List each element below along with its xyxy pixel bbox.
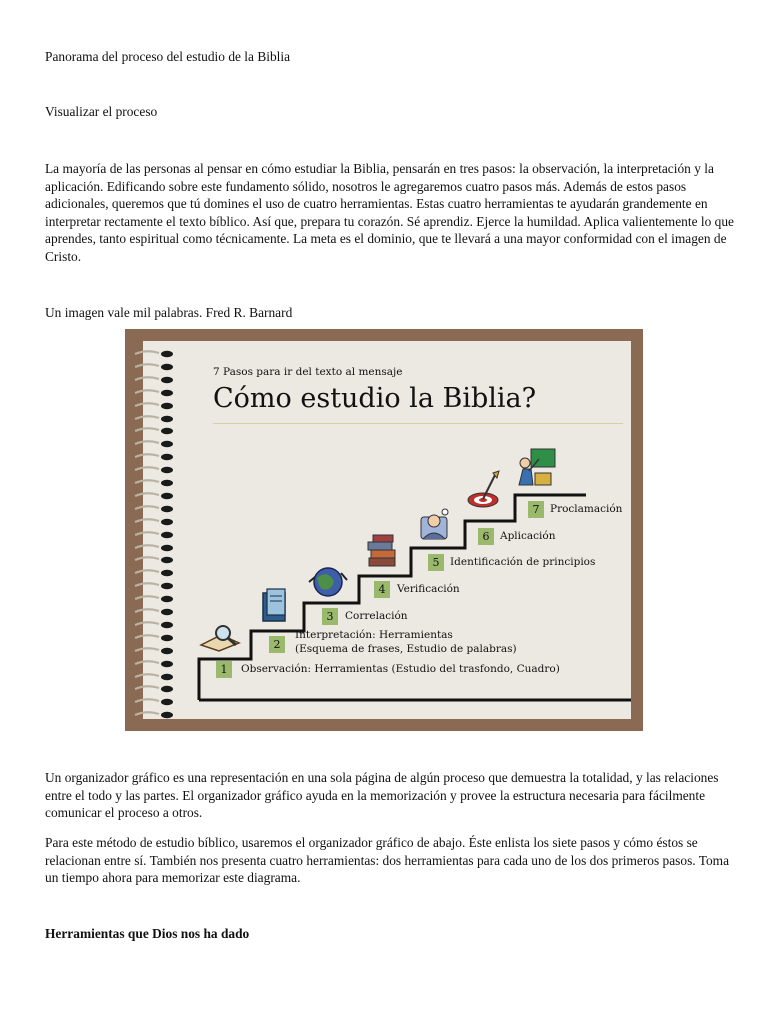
organizer-paragraph: Un organizador gráfico es una representación en una sola página de algún proceso que demuestra la totalidad, y las relaciones entre el todo y las partes. El organizador gráfico ayuda en la memorización y provee la estructura necesaria para fácilmente comunicar el proceso a otros. bbox=[45, 770, 719, 820]
step-1-number: 1 bbox=[216, 661, 232, 678]
document-subtitle: Visualizar el proceso bbox=[45, 104, 158, 119]
step-2-number: 2 bbox=[269, 636, 285, 653]
step-6-number: 6 bbox=[478, 528, 494, 545]
step-2-label-tools: (Esquema de frases, Estudio de palabras) bbox=[295, 643, 517, 655]
step-3-label: Correlación bbox=[345, 610, 408, 622]
step-6-label: Aplicación bbox=[500, 530, 556, 542]
quote: Un imagen vale mil palabras. Fred R. Barnard bbox=[45, 305, 293, 320]
step-1-label: Observación: Herramientas (Estudio del trasfondo, Cuadro) bbox=[241, 663, 560, 675]
intro-paragraph: La mayoría de las personas al pensar en cómo estudiar la Biblia, pensarán en tres pasos: la observación, la interpretación y la aplicación. Edificando sobre este fundamento sólido, nosotros le agregaremos cuatro pasos más. Además de estos pasos adicionales, queremos que tú domines el uso de cuatro herramientas. Estas cuatro herramientas te ayudarán grandemente en interpretar rectamente el texto bíblico. Así que, prepara tu corazón. Sé aprendiz. Ejerce la humildad. Aplica valientemente lo que aprendes, tanto espiritual como técnicamente. La meta es el dominio, que te llevará a una mayor conformidad con el imagen de Cristo. bbox=[45, 161, 734, 264]
step-3-number: 3 bbox=[322, 608, 338, 625]
step-4-label: Verificación bbox=[397, 583, 460, 595]
figure-title: Cómo estudio la Biblia? bbox=[213, 383, 537, 414]
step-4-number: 4 bbox=[374, 581, 390, 598]
step-2-label: Interpretación: Herramientas bbox=[295, 629, 453, 641]
thinking-person-icon bbox=[417, 507, 453, 543]
section-heading: Herramientas que Dios nos ha dado bbox=[45, 926, 250, 941]
document-title: Panorama del proceso del estudio de la Biblia bbox=[45, 49, 291, 64]
step-5-label: Identificación de principios bbox=[450, 556, 596, 568]
method-paragraph: Para este método de estudio bíblico, usaremos el organizador gráfico de abajo. Éste enlista los siete pasos y cómo éstos se relacionan entre sí. También nos presenta cuatro herramientas: dos herramientas para cada uno de los dos primeros pasos. Toma un tiempo ahora para memorizar este diagrama. bbox=[45, 835, 730, 885]
notebook-page bbox=[143, 341, 631, 719]
step-7-number: 7 bbox=[528, 501, 544, 518]
step-5-number: 5 bbox=[428, 554, 444, 571]
book-icon bbox=[258, 587, 292, 627]
magnifier-icon bbox=[199, 621, 243, 653]
figure-subtitle: 7 Pasos para ir del texto al mensaje bbox=[213, 366, 403, 378]
speaker-icon bbox=[515, 447, 559, 487]
target-icon bbox=[465, 469, 503, 509]
study-steps-figure bbox=[125, 329, 643, 731]
step-7-label: Proclamación bbox=[550, 503, 623, 515]
globe-icon bbox=[307, 565, 349, 599]
books-stack-icon bbox=[365, 534, 399, 570]
